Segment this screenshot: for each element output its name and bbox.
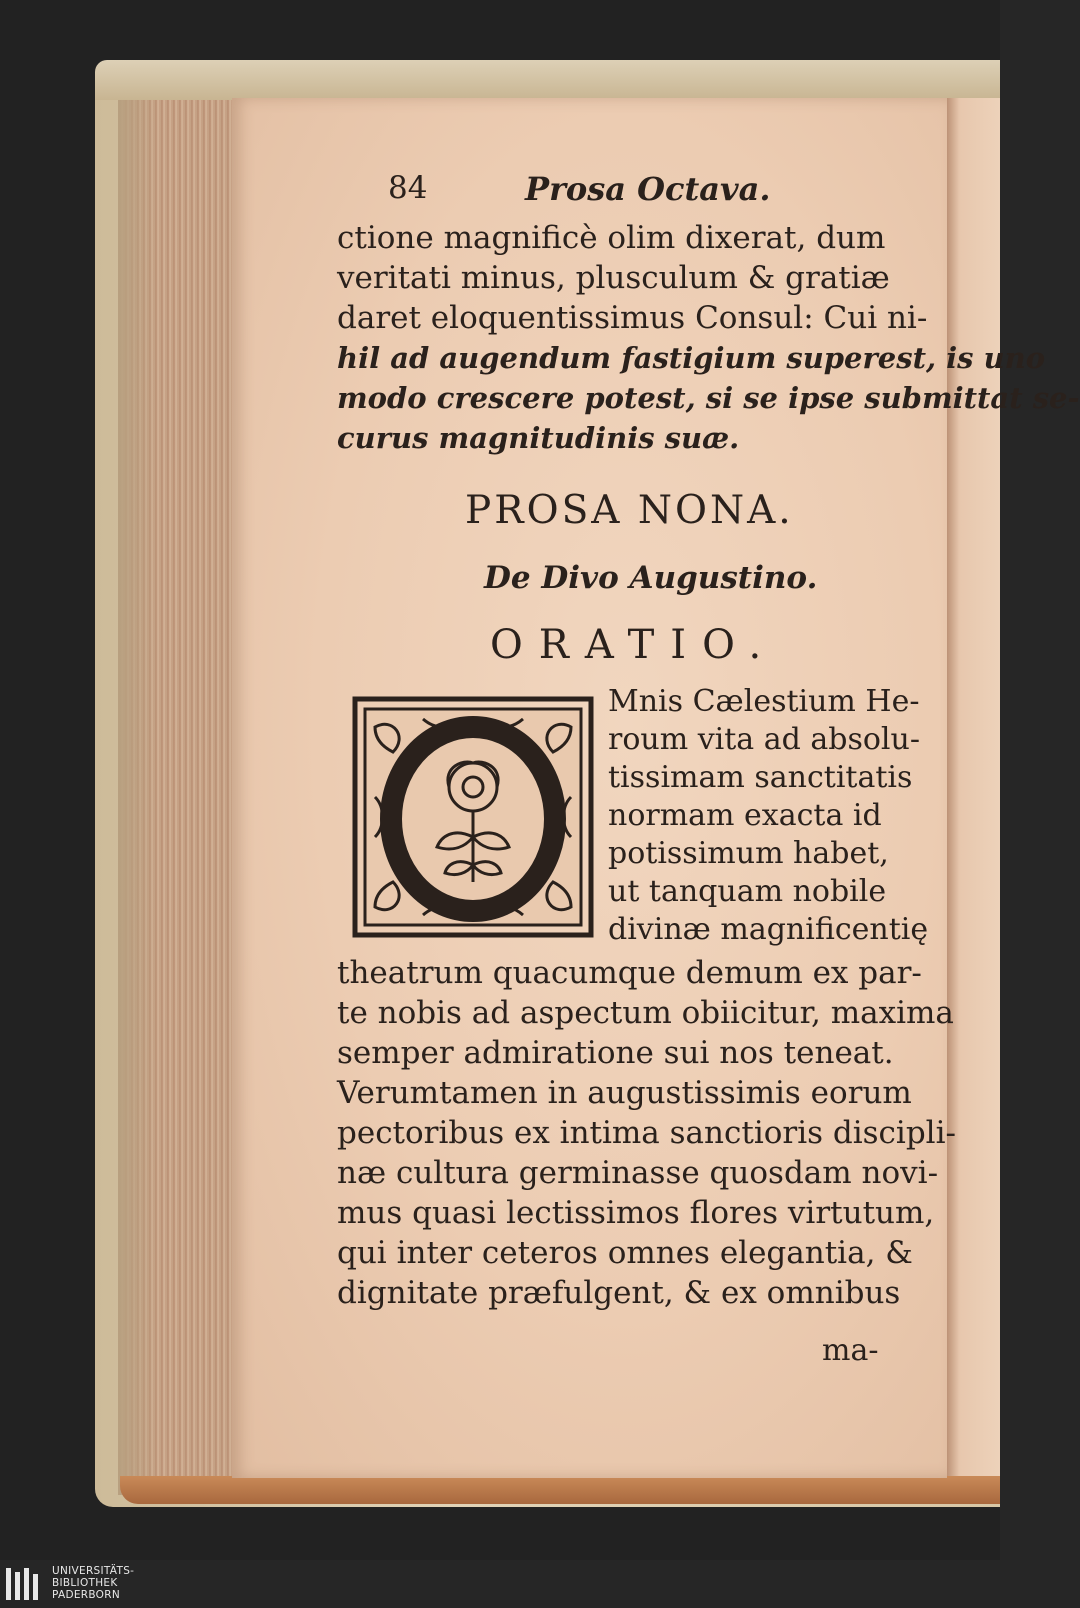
text-line: potissimum habet, (608, 836, 889, 871)
library-name-line: BIBLIOTHEK (52, 1577, 118, 1589)
text-line: Mnis Cælestium He- (608, 684, 920, 719)
text-line: ctione magnificè olim dixerat, dum (337, 220, 886, 256)
text-line: qui inter ceteros omnes elegantia, & (337, 1235, 913, 1271)
text-line: veritati minus, plusculum & gratiæ (337, 260, 890, 296)
text-line: theatrum quacumque demum ex par- (337, 955, 922, 991)
text-line: divinæ magnificentię (608, 912, 929, 947)
quote-line: hil ad augendum fastigium superest, is uno (337, 341, 1046, 375)
running-title: Prosa Octava. (525, 170, 771, 208)
text-line: pectoribus ex intima sanctioris discipli- (337, 1115, 956, 1151)
page-edges-shadow (118, 100, 158, 1495)
text-line: næ cultura germinasse quosdam novi- (337, 1155, 939, 1191)
section-heading: PROSA NONA. (465, 488, 794, 533)
text-line: roum vita ad absolu- (608, 722, 920, 757)
text-line: dignitate præfulgent, & ex omnibus (337, 1275, 901, 1311)
text-line: te nobis ad aspectum obiicitur, maxima (337, 995, 954, 1031)
bottom-board (120, 1476, 1000, 1504)
section-subheading: De Divo Augustino. (484, 560, 818, 596)
library-name-line: PADERBORN (52, 1589, 120, 1601)
library-name-line: UNIVERSITÄTS- (52, 1565, 135, 1577)
text-line: mus quasi lectissimos flores virtutum, (337, 1195, 935, 1231)
text-line: semper admiratione sui nos teneat. (337, 1035, 894, 1071)
text-line: Verumtamen in augustissimis eorum (337, 1075, 912, 1111)
quote-line: curus magnitudinis suæ. (337, 421, 740, 455)
text-line: ut tanquam nobile (608, 874, 887, 909)
text-line: daret eloquentissimus Consul: Cui ni- (337, 300, 928, 336)
initial-letter: O (353, 697, 354, 698)
catchword: ma- (822, 1333, 879, 1368)
cover-top-edge (95, 60, 1000, 100)
text-line: normam exacta id (608, 798, 882, 833)
library-logo-icon (2, 1562, 46, 1606)
decorated-initial (353, 697, 593, 937)
facing-page-slice (946, 98, 1000, 1478)
oration-heading: ORATIO. (490, 622, 778, 668)
page-number: 84 (388, 170, 428, 206)
text-line: tissimam sanctitatis (608, 760, 913, 795)
library-footer (0, 1560, 1000, 1608)
quote-line: modo crescere potest, si se ipse submittat se- (337, 381, 1080, 415)
